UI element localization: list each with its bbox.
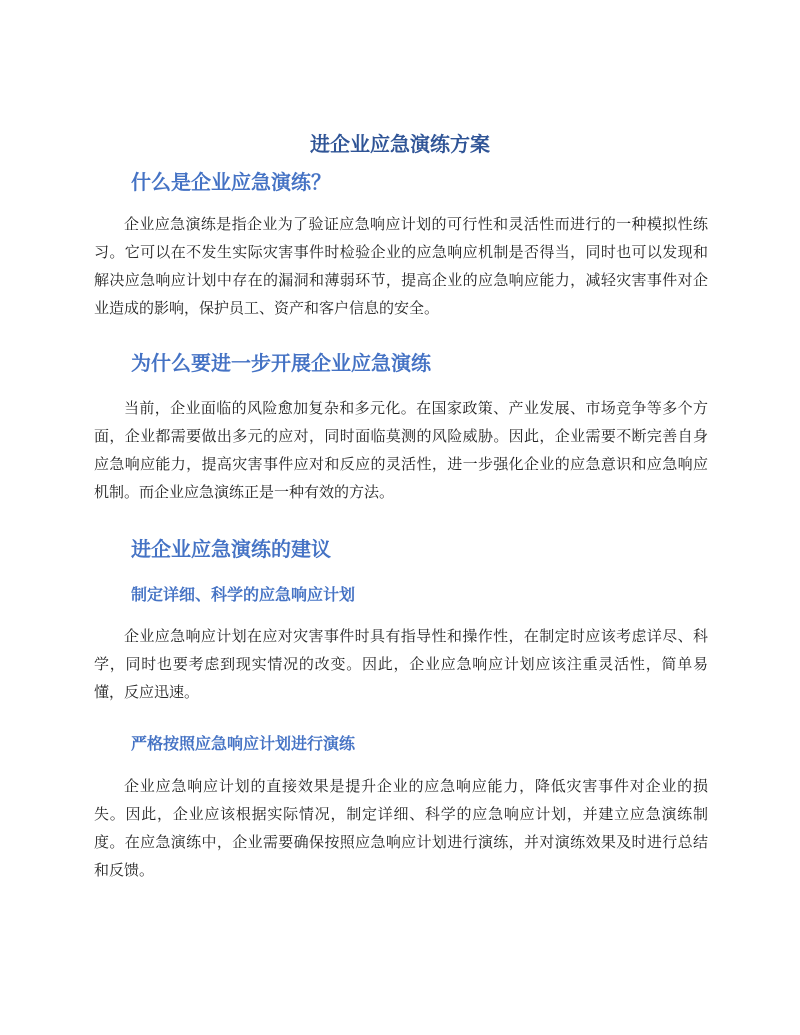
section-paragraph-why-drill: 当前，企业面临的风险愈加复杂和多元化。在国家政策、产业发展、市场竞争等多个方面，企业都需要做出多元的应对，同时面临莫测的风险威胁。因此，企业需要不断完善自身应急响应能力，提高灾害事件应对和反应的灵活性，进一步强化企业的应急意识和应急响应机制。而企业应急演练正是一种有效的方法。 [94, 399, 708, 501]
subsection-paragraph-response-plan: 企业应急响应计划在应对灾害事件时具有指导性和操作性，在制定时应该考虑详尽、科学，同时也要考虑到现实情况的改变。因此，企业应急响应计划应该注重灵活性，简单易懂，反应迅速。 [94, 627, 708, 701]
section-heading-what-is-drill: 什么是企业应急演练？ [131, 170, 331, 194]
section-paragraph-what-is-drill: 企业应急演练是指企业为了验证应急响应计划的可行性和灵活性而进行的一种模拟性练习。它可以在不发生实际灾害事件时检验企业的应急响应机制是否得当，同时也可以发现和解决应急响应计划中存在的漏洞和薄弱环节，提高企业的应急响应能力，减轻灾害事件对企业造成的影响，保护员工、资产和客户信息的安全。 [94, 215, 708, 317]
subsection-heading-strict-drill: 严格按照应急响应计划进行演练 [131, 734, 356, 753]
subsection-paragraph-strict-drill: 企业应急响应计划的直接效果是提升企业的应急响应能力，降低灾害事件对企业的损失。因此，企业应该根据实际情况，制定详细、科学的应急响应计划，并建立应急演练制度。在应急演练中，企业需要确保按照应急响应计划进行演练，并对演练效果及时进行总结和反馈。 [94, 777, 708, 879]
subsection-heading-response-plan: 制定详细、科学的应急响应计划 [131, 585, 356, 604]
section-heading-why-drill: 为什么要进一步开展企业应急演练 [131, 351, 431, 375]
document-title: 进企业应急演练方案 [310, 132, 490, 156]
section-heading-suggestions: 进企业应急演练的建议 [131, 537, 331, 561]
